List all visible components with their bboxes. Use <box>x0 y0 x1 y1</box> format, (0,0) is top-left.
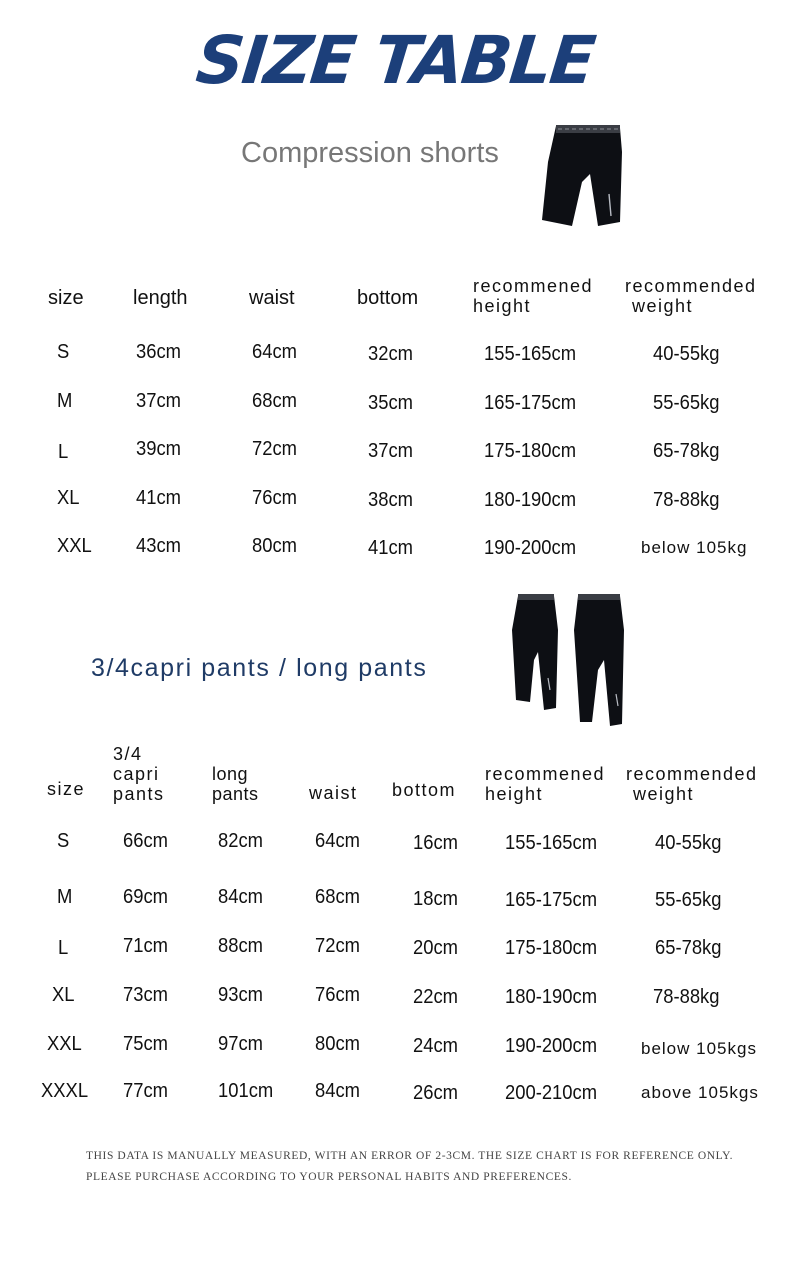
header-waist: waist <box>309 783 358 803</box>
cell-length: 37cm <box>136 390 181 412</box>
cell-bottom: 18cm <box>413 888 458 910</box>
cell-capri: 69cm <box>123 886 168 908</box>
header-size: size <box>47 779 86 799</box>
cell-size: XXXL <box>41 1080 89 1102</box>
cell-long: 97cm <box>218 1033 263 1055</box>
cell-long: 93cm <box>218 984 263 1006</box>
cell-long: 101cm <box>218 1080 274 1102</box>
cell-bottom: 41cm <box>368 537 413 559</box>
cell-waist: 72cm <box>252 438 297 460</box>
cell-weight: above 105kgs <box>641 1083 759 1102</box>
cell-weight: 40-55kg <box>655 832 722 854</box>
cell-weight: 55-65kg <box>653 392 720 414</box>
section-title-shorts: Compression shorts <box>241 137 499 169</box>
cell-size: M <box>57 886 73 908</box>
cell-bottom: 26cm <box>413 1082 458 1104</box>
disclaimer-line-2: PLEASE PURCHASE ACCORDING TO YOUR PERSONAL HABITS AND PREFERENCES. <box>86 1171 572 1183</box>
cell-capri: 73cm <box>123 984 168 1006</box>
cell-height: 200-210cm <box>505 1082 598 1104</box>
cell-waist: 76cm <box>315 984 360 1006</box>
cell-weight: below 105kg <box>641 538 748 557</box>
cell-height: 190-200cm <box>484 537 577 559</box>
cell-size: S <box>57 341 70 363</box>
cell-height: 165-175cm <box>505 889 598 911</box>
cell-size: XXL <box>57 535 92 557</box>
cell-waist: 80cm <box>315 1033 360 1055</box>
header-bottom: bottom <box>357 287 419 309</box>
cell-length: 41cm <box>136 487 181 509</box>
cell-size: XL <box>52 984 75 1006</box>
cell-height: 175-180cm <box>484 440 577 462</box>
cell-waist: 68cm <box>315 886 360 908</box>
compression-shorts-image <box>538 122 624 234</box>
cell-bottom: 32cm <box>368 343 413 365</box>
cell-waist: 68cm <box>252 390 297 412</box>
cell-waist: 80cm <box>252 535 297 557</box>
header-bottom: bottom <box>392 780 457 800</box>
cell-capri: 66cm <box>123 830 168 852</box>
cell-bottom: 37cm <box>368 440 413 462</box>
cell-height: 165-175cm <box>484 392 577 414</box>
cell-bottom: 35cm <box>368 392 413 414</box>
cell-size: L <box>58 441 69 463</box>
cell-bottom: 16cm <box>413 832 458 854</box>
cell-capri: 77cm <box>123 1080 168 1102</box>
cell-waist: 64cm <box>315 830 360 852</box>
cell-waist: 76cm <box>252 487 297 509</box>
cell-weight: below 105kgs <box>641 1039 757 1058</box>
cell-size: L <box>58 937 69 959</box>
header-length: length <box>133 287 188 309</box>
cell-height: 180-190cm <box>484 489 577 511</box>
header-capri-pants: 3/4 capri pants <box>113 744 165 804</box>
page-title: SIZE TABLE <box>192 22 598 99</box>
header-size: size <box>48 287 84 309</box>
section-title-pants: 3/4capri pants / long pants <box>91 654 428 682</box>
cell-weight: 65-78kg <box>653 440 720 462</box>
cell-length: 36cm <box>136 341 181 363</box>
cell-bottom: 22cm <box>413 986 458 1008</box>
cell-weight: 65-78kg <box>655 937 722 959</box>
cell-weight: 55-65kg <box>655 889 722 911</box>
cell-long: 82cm <box>218 830 263 852</box>
cell-length: 39cm <box>136 438 181 460</box>
cell-size: S <box>57 830 70 852</box>
header-waist: waist <box>249 287 295 309</box>
header-recommended-height: recommened height <box>473 276 594 316</box>
cell-weight: 78-88kg <box>653 986 720 1008</box>
capri-and-long-pants-image <box>508 590 632 730</box>
cell-waist: 84cm <box>315 1080 360 1102</box>
header-recommended-weight: recommended weight <box>625 276 757 316</box>
disclaimer-line-1: THIS DATA IS MANUALLY MEASURED, WITH AN ERROR OF 2-3CM. THE SIZE CHART IS FOR REFERENCE ONLY. <box>86 1150 734 1162</box>
cell-weight: 40-55kg <box>653 343 720 365</box>
cell-length: 43cm <box>136 535 181 557</box>
header-recommended-weight: recommended weight <box>626 764 758 804</box>
cell-size: XL <box>57 487 80 509</box>
header-long-pants: long pants <box>212 764 259 804</box>
cell-height: 155-165cm <box>484 343 577 365</box>
header-recommended-height: recommened height <box>485 764 606 804</box>
cell-bottom: 20cm <box>413 937 458 959</box>
cell-size: M <box>57 390 73 412</box>
cell-size: XXL <box>47 1033 82 1055</box>
cell-capri: 75cm <box>123 1033 168 1055</box>
cell-height: 155-165cm <box>505 832 598 854</box>
cell-bottom: 38cm <box>368 489 413 511</box>
cell-waist: 72cm <box>315 935 360 957</box>
cell-height: 175-180cm <box>505 937 598 959</box>
cell-long: 88cm <box>218 935 263 957</box>
cell-height: 180-190cm <box>505 986 598 1008</box>
cell-long: 84cm <box>218 886 263 908</box>
cell-weight: 78-88kg <box>653 489 720 511</box>
cell-height: 190-200cm <box>505 1035 598 1057</box>
cell-capri: 71cm <box>123 935 168 957</box>
cell-bottom: 24cm <box>413 1035 458 1057</box>
cell-waist: 64cm <box>252 341 297 363</box>
